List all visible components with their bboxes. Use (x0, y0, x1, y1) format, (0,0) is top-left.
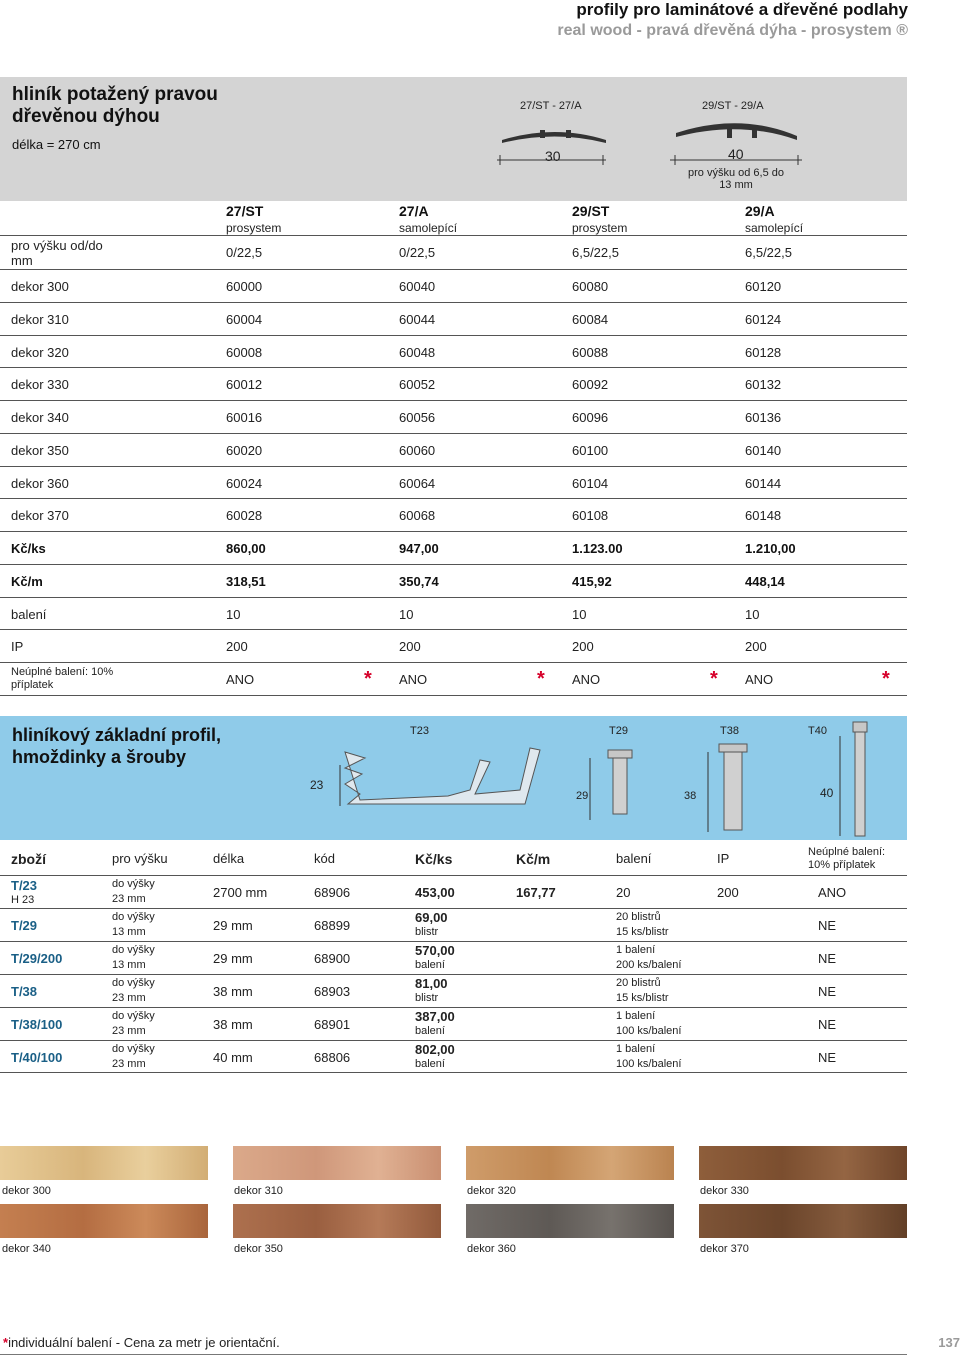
pack-sub: 200 ks/balení (616, 959, 682, 971)
table-row (0, 269, 907, 302)
height-line2: 23 mm (112, 893, 146, 905)
col-header-item: zboží (11, 851, 46, 867)
item-code: T/29 (11, 918, 38, 933)
item-code: T/38 (11, 984, 38, 999)
row-value: 60092 (572, 377, 609, 392)
profile-a-shape (502, 132, 606, 143)
row-value: ANO (572, 672, 601, 687)
row-value: 350,74 (399, 574, 439, 589)
item-sub: H 23 (11, 894, 35, 906)
item-code: T/29/200 (11, 951, 63, 966)
row-value: 60060 (399, 443, 436, 458)
row-value: 200 (226, 639, 248, 654)
row-label: dekor 320 (11, 345, 69, 360)
col-head-1: 27/ST (226, 203, 264, 219)
table-row (0, 466, 907, 499)
swatch-dekor-330 (699, 1146, 907, 1180)
partial: NE (818, 1050, 837, 1065)
image-dim-29: 29 (576, 790, 589, 802)
table-row (0, 1007, 907, 1040)
swatch-dekor-350 (233, 1204, 441, 1238)
section1-length: délka = 270 cm (12, 137, 101, 152)
profile-b-label: 29/ST - 29/A (702, 100, 764, 112)
swatch-label: dekor 340 (2, 1243, 51, 1255)
height-line2: 13 mm (112, 926, 146, 938)
profile-a-foot-right (566, 130, 571, 138)
col-header-pack: balení (616, 851, 652, 866)
row-label: dekor 300 (11, 279, 69, 294)
length: 29 mm (213, 918, 253, 933)
row-value: 318,51 (226, 574, 266, 589)
pack-sub: 100 ks/balení (616, 1025, 682, 1037)
price-ks: 802,00 (415, 1042, 455, 1057)
row-value: 60012 (226, 377, 263, 392)
code: 68900 (314, 951, 351, 966)
row-value: 200 (399, 639, 421, 654)
profile-b-shape (676, 123, 797, 140)
swatch-label: dekor 350 (234, 1243, 283, 1255)
swatch-label: dekor 320 (467, 1185, 516, 1197)
row-value: 60100 (572, 443, 609, 458)
row-value: ANO (399, 672, 428, 687)
height-line2: 23 mm (112, 992, 146, 1004)
row-value: 60024 (226, 476, 263, 491)
swatch-label: dekor 370 (700, 1243, 749, 1255)
item-code: T/40/100 (11, 1050, 63, 1065)
row-value: 10 (399, 607, 414, 622)
row-value: 60136 (745, 410, 782, 425)
table-row (0, 235, 907, 271)
code: 68906 (314, 885, 351, 900)
row-value: 60008 (226, 345, 263, 360)
row-label: dekor 330 (11, 377, 69, 392)
star-mark: * (364, 668, 372, 690)
swatch-dekor-320 (466, 1146, 674, 1180)
profile-b-foot-left (727, 126, 732, 138)
pack: 1 balení (616, 1010, 656, 1022)
length: 38 mm (213, 984, 253, 999)
ip: 200 (717, 885, 739, 900)
table-row (0, 367, 907, 400)
row-label: dekor 310 (11, 312, 69, 327)
table-row (0, 908, 907, 941)
pack: 20 blistrů (616, 977, 661, 989)
swatch-dekor-300 (0, 1146, 208, 1180)
code: 68899 (314, 918, 351, 933)
row-value: 60084 (572, 312, 609, 327)
col-sub-1: prosystem (226, 221, 282, 235)
price-sub: blistr (415, 992, 439, 1004)
table-row (0, 335, 907, 368)
image-label-t38: T38 (720, 725, 739, 737)
item-code: T/23 (11, 878, 38, 893)
row-value: 60108 (572, 508, 609, 523)
swatch-label: dekor 330 (700, 1185, 749, 1197)
row-value: 60140 (745, 443, 782, 458)
row-value: 60124 (745, 312, 782, 327)
section2-title: hliníkový základní profil, hmoždinky a šrouby (12, 725, 222, 767)
col-sub-3: prosystem (572, 221, 628, 235)
header-subtitle-text: real wood - pravá dřevěná dýha - prosystem (557, 22, 892, 39)
row-label: dekor 350 (11, 443, 69, 458)
row-value: 60020 (226, 443, 263, 458)
row-value: 947,00 (399, 541, 439, 556)
table-row (0, 400, 907, 433)
swatch-dekor-340 (0, 1204, 208, 1238)
col-head-2: 27/A (399, 203, 429, 219)
dowel-t38 (708, 744, 747, 832)
code: 68903 (314, 984, 351, 999)
star-mark: * (537, 668, 545, 690)
row-value: 60016 (226, 410, 263, 425)
row-value: 0/22,5 (399, 245, 436, 260)
price-ks: 570,00 (415, 943, 455, 958)
profile-drawing (0, 0, 960, 200)
height-line1: do výšky (112, 1043, 155, 1055)
footer-star: * (3, 1335, 9, 1350)
section1-column-headers (0, 203, 907, 237)
price-ks: 69,00 (415, 910, 448, 925)
row-value: 60144 (745, 476, 782, 491)
partial: NE (818, 951, 837, 966)
row-value: 60132 (745, 377, 782, 392)
registered-icon: ® (896, 22, 908, 39)
profile-a-foot-left (540, 130, 545, 138)
price-sub: balení (415, 959, 445, 971)
page-number: 137 (938, 1335, 960, 1350)
pack-sub: 15 ks/blistr (616, 926, 669, 938)
height-line2: 13 mm (112, 959, 146, 971)
col-head-4: 29/A (745, 203, 775, 219)
table-row (0, 531, 907, 564)
swatch-dekor-310 (233, 1146, 441, 1180)
table-row (0, 974, 907, 1007)
screw-t40 (840, 722, 867, 836)
image-dim-38: 38 (684, 790, 697, 802)
price-sub: balení (415, 1058, 445, 1070)
height-line1: do výšky (112, 944, 155, 956)
col-header-height: pro výšku (112, 851, 168, 866)
hardware-drawing (0, 710, 960, 850)
row-value: 6,5/22,5 (572, 245, 619, 260)
table-row (0, 1040, 907, 1073)
height-line1: do výšky (112, 977, 155, 989)
profile-b-note: pro výšku od 6,5 do 13 mm (688, 167, 785, 191)
row-value: 60088 (572, 345, 609, 360)
row-value: 200 (745, 639, 767, 654)
table-row (0, 498, 907, 531)
pack: 1 balení (616, 944, 656, 956)
profile-b-dimension: 40 (728, 146, 744, 162)
star-mark: * (882, 668, 890, 690)
length: 29 mm (213, 951, 253, 966)
image-dim-40: 40 (820, 786, 834, 800)
row-label: balení (11, 607, 47, 622)
swatch-label: dekor 300 (2, 1185, 51, 1197)
image-label-t40: T40 (808, 725, 827, 737)
row-value: 60148 (745, 508, 782, 523)
height-line1: do výšky (112, 911, 155, 923)
swatch-dekor-360 (466, 1204, 674, 1238)
partial: NE (818, 1017, 837, 1032)
dowel-t29 (590, 750, 632, 820)
swatch-dekor-370 (699, 1204, 907, 1238)
code: 68806 (314, 1050, 351, 1065)
profile-b-foot-right (752, 126, 757, 138)
table-row (0, 629, 907, 662)
partial: NE (818, 984, 837, 999)
code: 68901 (314, 1017, 351, 1032)
image-label-t23: T23 (410, 725, 429, 737)
row-value: 60004 (226, 312, 263, 327)
col-header-ip: IP (717, 851, 730, 866)
row-label: Kč/ks (11, 541, 46, 556)
row-value: 60056 (399, 410, 436, 425)
pack: 1 balení (616, 1043, 656, 1055)
item-code: T/38/100 (11, 1017, 63, 1032)
row-value: 60096 (572, 410, 609, 425)
pack: 20 blistrů (616, 911, 661, 923)
row-label: Kč/m (11, 574, 43, 589)
row-label: pro výšku od/do mm (11, 238, 103, 268)
row-value: 60028 (226, 508, 263, 523)
col-head-3: 29/ST (572, 203, 610, 219)
length: 2700 mm (213, 885, 268, 900)
row-value: 1.123.00 (572, 541, 623, 556)
price-sub: blistr (415, 926, 439, 938)
pack-sub: 15 ks/blistr (616, 992, 669, 1004)
partial: ANO (818, 885, 847, 900)
row-value: 415,92 (572, 574, 612, 589)
t23-profile-shape (345, 748, 540, 804)
star-mark: * (710, 668, 718, 690)
row-value: 60128 (745, 345, 782, 360)
table-row (0, 564, 907, 597)
price-ks: 387,00 (415, 1009, 455, 1024)
row-value: ANO (745, 672, 774, 687)
table-row (0, 302, 907, 335)
col-sub-2: samolepící (399, 221, 458, 235)
row-value: 10 (572, 607, 587, 622)
image-label-t29: T29 (609, 725, 628, 737)
row-value: 10 (226, 607, 241, 622)
row-label: dekor 340 (11, 410, 69, 425)
col-header-price-m: Kč/m (516, 851, 551, 867)
row-label: IP (11, 639, 24, 654)
price-ks: 81,00 (415, 976, 448, 991)
row-value: 60080 (572, 279, 609, 294)
height-line2: 23 mm (112, 1058, 146, 1070)
length: 38 mm (213, 1017, 253, 1032)
partial: NE (818, 918, 837, 933)
table-row (0, 662, 907, 696)
price-ks: 453,00 (415, 885, 455, 900)
col-header-code: kód (314, 851, 335, 866)
pack: 20 (616, 885, 631, 900)
table-row (0, 597, 907, 630)
col-header-price-ks: Kč/ks (415, 851, 453, 867)
profile-a-dimension: 30 (545, 148, 561, 164)
col-header-length: délka (213, 851, 245, 866)
row-value: 60048 (399, 345, 436, 360)
row-value: 10 (745, 607, 760, 622)
section1-title: hliník potažený pravou dřevěnou dýhou (12, 84, 218, 127)
swatch-label: dekor 310 (234, 1185, 283, 1197)
pack-sub: 100 ks/balení (616, 1058, 682, 1070)
header-title: profily pro laminátové a dřevěné podlahy (576, 0, 908, 19)
row-value: 60104 (572, 476, 609, 491)
footer-note (3, 1335, 280, 1350)
row-label: dekor 360 (11, 476, 69, 491)
height-line1: do výšky (112, 878, 155, 890)
table-row (0, 941, 907, 974)
table-row (0, 433, 907, 466)
row-value: ANO (226, 672, 255, 687)
row-value: 60052 (399, 377, 436, 392)
row-value: 0/22,5 (226, 245, 263, 260)
swatch-label: dekor 360 (467, 1243, 516, 1255)
length: 40 mm (213, 1050, 253, 1065)
image-dim-23: 23 (310, 778, 324, 792)
row-value: 60068 (399, 508, 436, 523)
row-value: 200 (572, 639, 594, 654)
row-label: Neúplné balení: 10% příplatek (11, 666, 114, 691)
row-value: 60040 (399, 279, 436, 294)
row-value: 60000 (226, 279, 263, 294)
height-line2: 23 mm (112, 1025, 146, 1037)
row-value: 448,14 (745, 574, 785, 589)
price-sub: balení (415, 1025, 445, 1037)
price-m: 167,77 (516, 885, 556, 900)
col-header-partial: Neúplné balení: 10% příplatek (808, 846, 886, 871)
row-value: 60064 (399, 476, 436, 491)
height-line1: do výšky (112, 1010, 155, 1022)
row-value: 60044 (399, 312, 436, 327)
row-value: 60120 (745, 279, 782, 294)
footer-note-text: individuální balení - Cena za metr je orientační. (8, 1335, 280, 1350)
row-value: 860,00 (226, 541, 266, 556)
profile-a-label: 27/ST - 27/A (520, 100, 582, 112)
table-row (0, 875, 907, 908)
footer-divider (0, 1354, 907, 1355)
row-label: dekor 370 (11, 508, 69, 523)
col-sub-4: samolepící (745, 221, 804, 235)
row-value: 6,5/22,5 (745, 245, 792, 260)
row-value: 1.210,00 (745, 541, 796, 556)
